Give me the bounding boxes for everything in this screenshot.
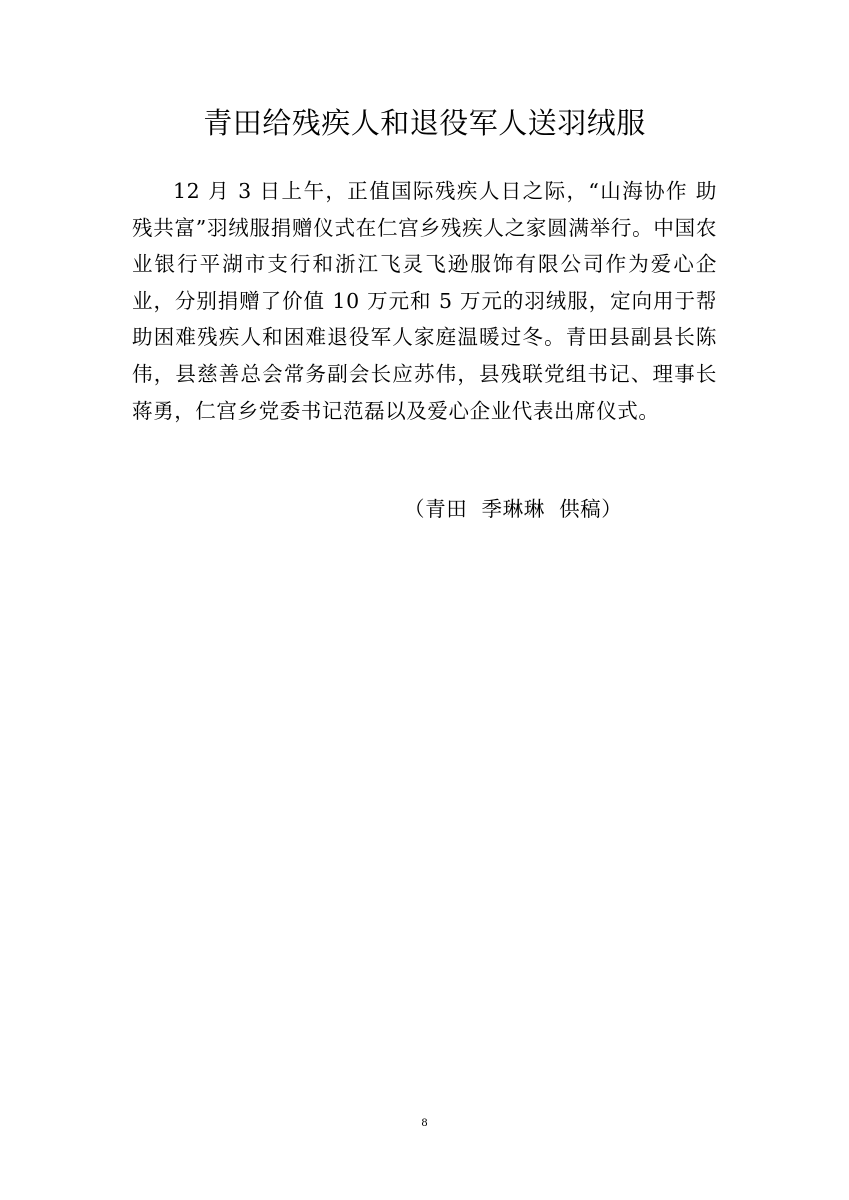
- byline: （青田 季琳琳 供稿）: [404, 497, 623, 521]
- article-paragraph: 12 月 3 日上午，正值国际残疾人日之际，“山海协作 助残共富”羽绒服捐赠仪式在仁宫乡残疾人之家圆满举行。中国农业银行平湖市支行和浙江飞灵飞逊服饰有限公司作为爱心企业，分别捐赠了价值 10 万元和 5 万元的羽绒服，定向用于帮助困难残疾人和困难退役军人家庭温暖过冬。青田县副县长陈伟，县慈善总会常务副会长应苏伟，县残联党组书记、理事长蒋勇，仁宫乡党委书记范磊以及爱心企业代表出席仪式。: [132, 179, 717, 423]
- document-title: 青田给残疾人和退役军人送羽绒服: [203, 106, 646, 140]
- page-number: 8: [421, 1115, 428, 1129]
